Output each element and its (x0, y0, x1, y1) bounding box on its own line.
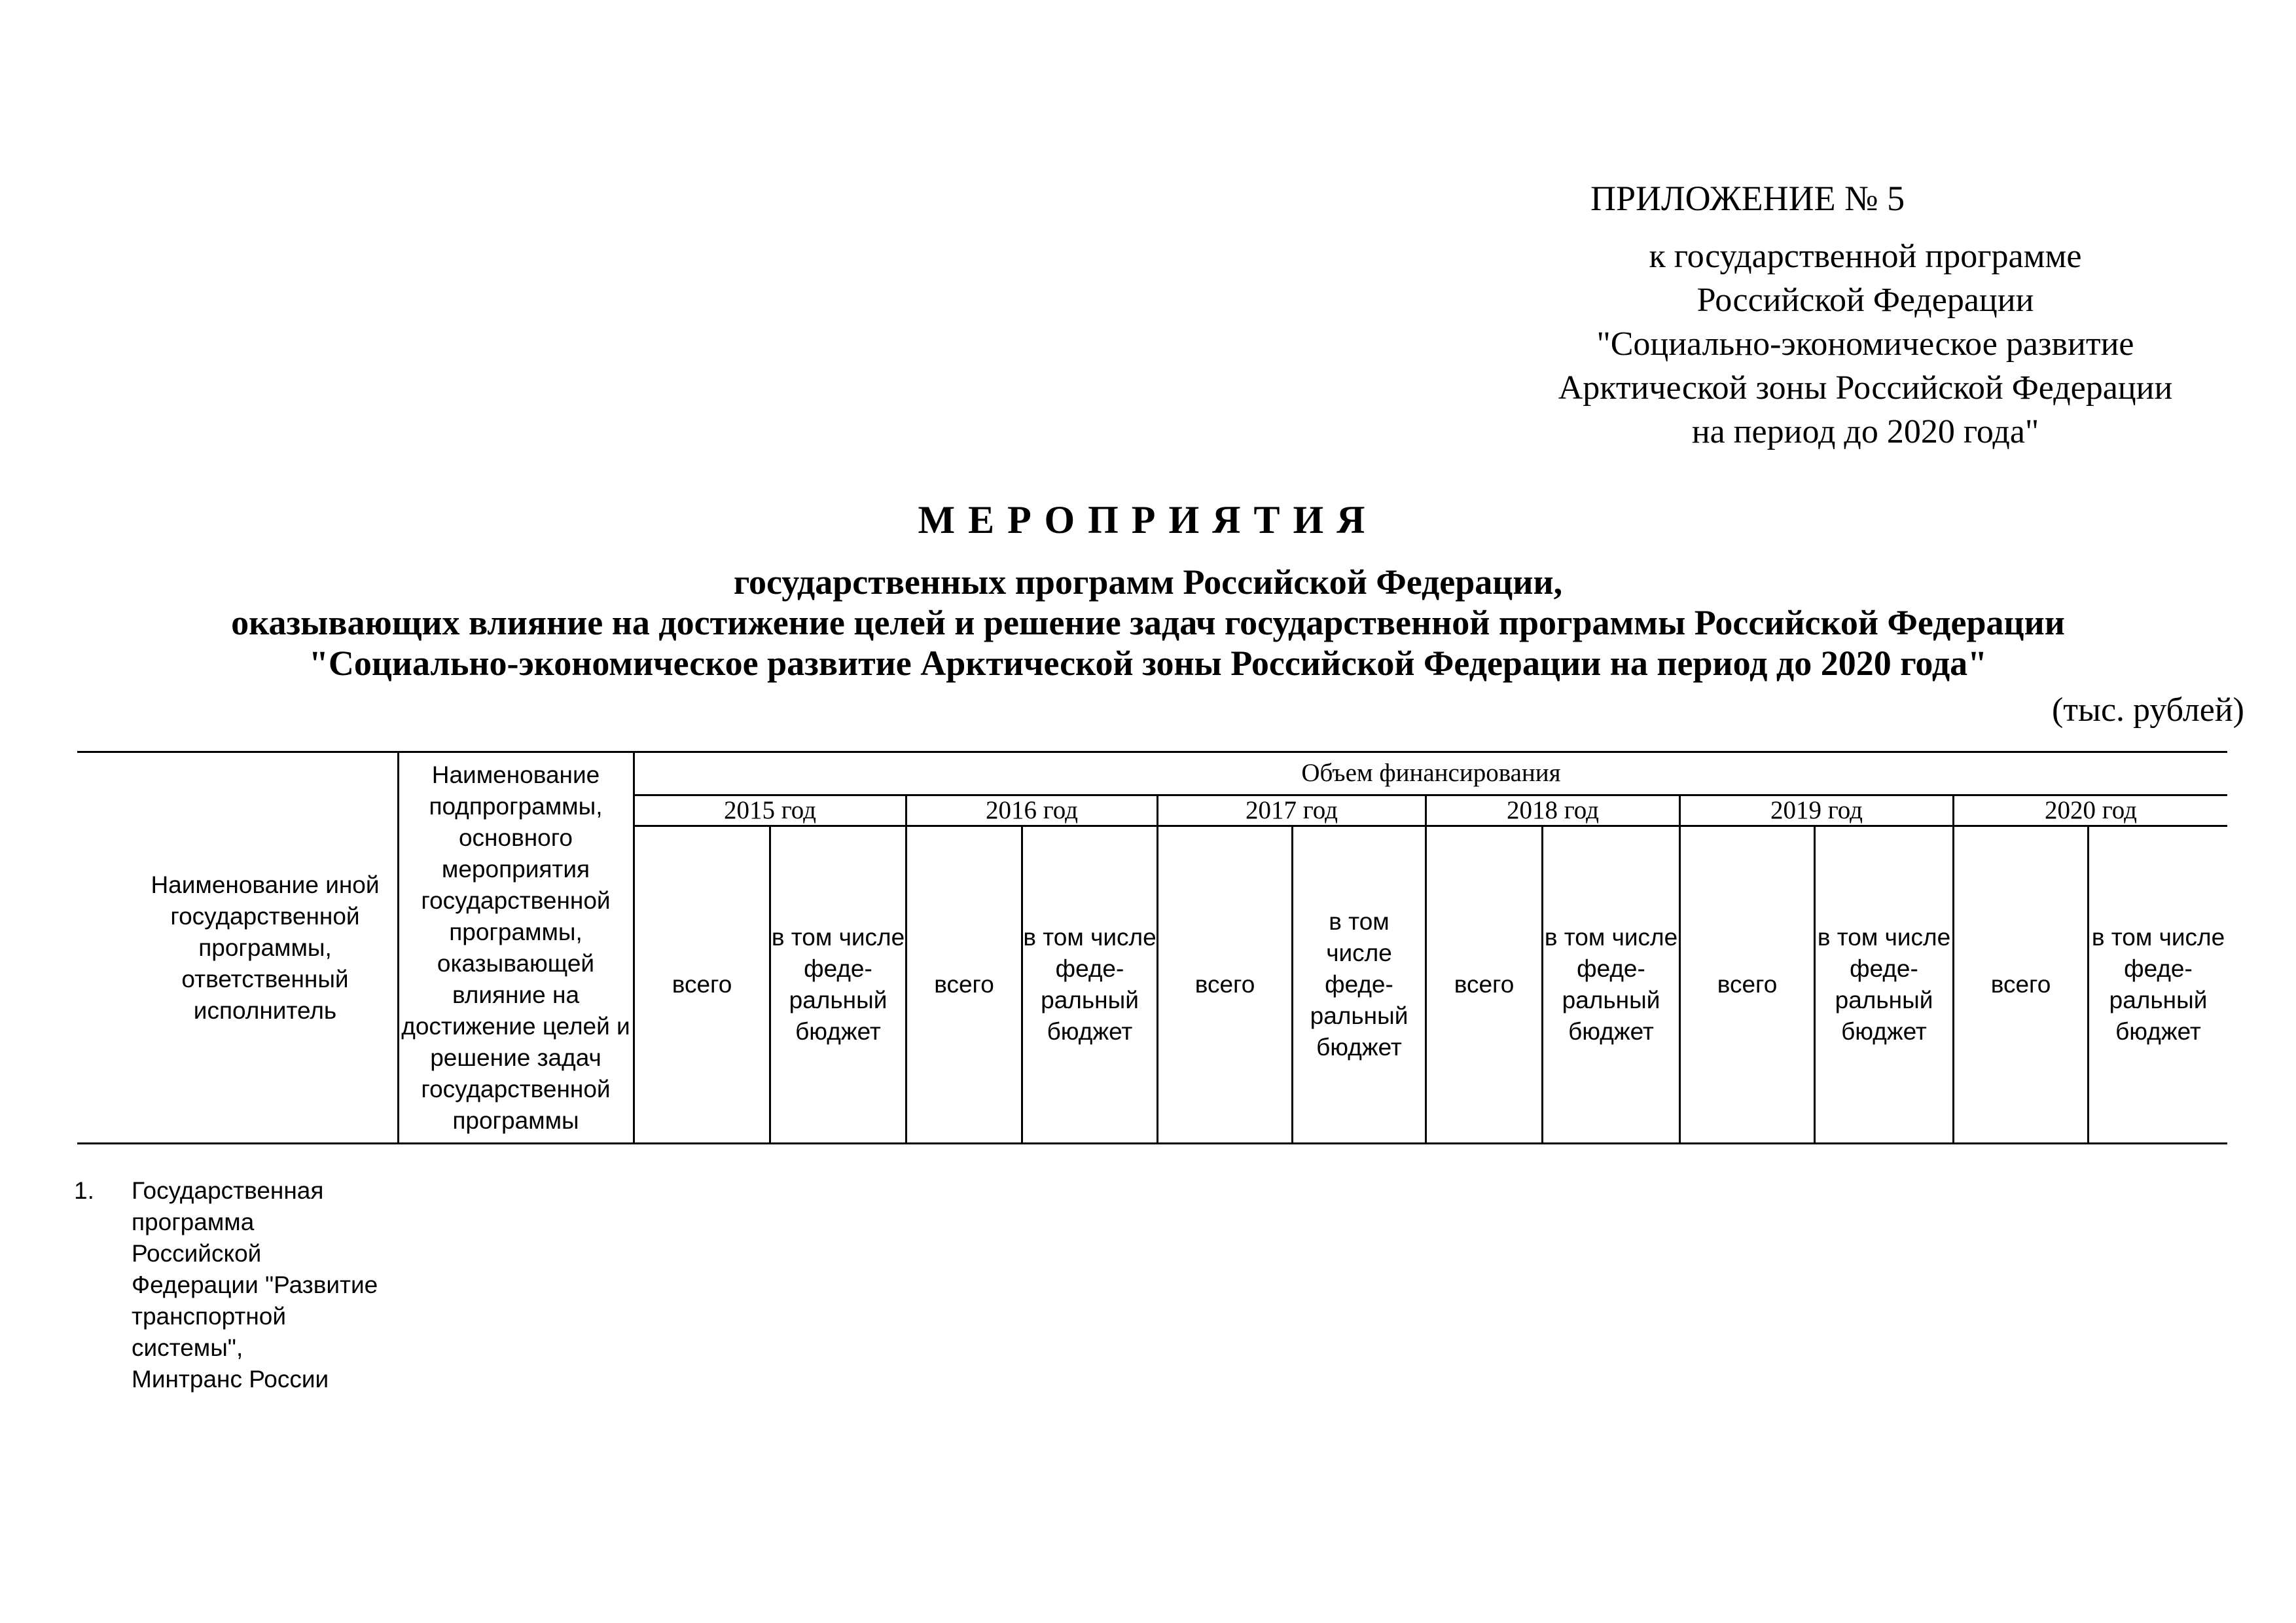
row-program-name (132, 1175, 378, 1395)
header-federal: в том числе феде-ральный бюджет (1310, 908, 1408, 1061)
header-year-2020: 2020 год (2045, 796, 2137, 824)
header-total: всего (672, 971, 732, 998)
header-year-2019: 2019 год (1770, 796, 1863, 824)
appendix-line: на период до 2020 года" (1691, 413, 2039, 450)
appendix-line: "Социально-экономическое развитие (1596, 325, 2134, 363)
row-number: 1. (74, 1177, 94, 1204)
row-name-line: Федерации "Развитие (132, 1271, 378, 1298)
subtitle-line: государственных программ Российской Федерации, (733, 562, 1563, 602)
header-federal: в том числе феде-ральный бюджет (1023, 924, 1157, 1045)
row-name-line: Минтранс России (132, 1366, 329, 1393)
header-federal: в том числе феде-ральный бюджет (1817, 924, 1951, 1045)
header-year-2018: 2018 год (1507, 796, 1599, 824)
appendix-line: к государственной программе (1649, 238, 2082, 275)
appendix-block (1505, 175, 2225, 454)
header-total: всего (1717, 971, 1778, 998)
subtitle-line: "Социально-экономическое развитие Арктической зоны Российской Федерации на период до 2020 года" (308, 644, 1988, 683)
row-name-line: Государственная (132, 1177, 324, 1204)
header-financing: Объем финансирования (1301, 759, 1561, 787)
col-divider (397, 751, 399, 1142)
row-name-line: Российской (132, 1240, 262, 1267)
header-subprogram: Наименование подпрограммы, основного мероприятия государственной программы, оказывающей влияние на достижение целей и решение задач государственной программы (401, 761, 630, 1134)
appendix-title: ПРИЛОЖЕНИЕ № 5 (1590, 179, 1905, 218)
header-federal: в том числе феде-ральный бюджет (1544, 924, 1678, 1045)
header-total: всего (1990, 971, 2051, 998)
document-title: МЕРОПРИЯТИЯ (918, 498, 1378, 541)
header-other-program: Наименование иной государственной программы, ответственный исполнитель (151, 871, 380, 1024)
header-total: всего (934, 971, 994, 998)
appendix-line: Арктической зоны Российской Федерации (1558, 369, 2173, 407)
row-name-line: системы", (132, 1334, 243, 1361)
document-subtitle (0, 562, 2296, 684)
units-label: (тыс. рублей) (2051, 691, 2244, 729)
row-name-line: транспортной (132, 1303, 287, 1330)
header-year-2016: 2016 год (986, 796, 1078, 824)
appendix-line: Российской Федерации (1696, 282, 2034, 319)
table-bottom-border (77, 1142, 2227, 1144)
subtitle-line: оказывающих влияние на достижение целей и решение задач государственной программы Российской Федерации (231, 603, 2065, 642)
header-year-2017: 2017 год (1246, 796, 1338, 824)
header-total: всего (1454, 971, 1515, 998)
header-federal: в том числе феде-ральный бюджет (771, 924, 905, 1045)
header-total: всего (1194, 971, 1255, 998)
header-year-2015: 2015 год (724, 796, 816, 824)
row-name-line: программа (132, 1209, 255, 1235)
header-federal: в том числе феде-ральный бюджет (2091, 924, 2225, 1045)
